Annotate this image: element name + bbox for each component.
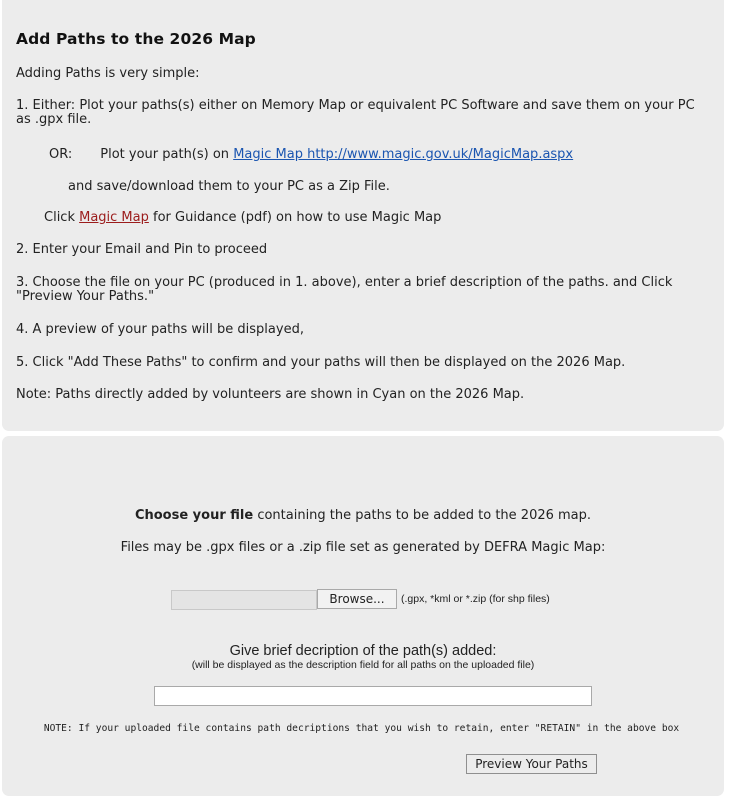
step-2-text: 2. Enter your Email and Pin to proceed [16,242,268,257]
instructions-panel [2,0,724,431]
upload-panel [2,436,724,796]
step-1-text: 1. Either: Plot your paths(s) either on Memory Map or equivalent PC Software and save them on your PC as .gpx file. [16,98,695,127]
click-suffix: for Guidance (pdf) on how to use Magic Map [148,210,442,225]
note-text: Note: Paths directly added by volunteers are shown in Cyan on the 2026 Map. [16,387,525,402]
or-label: OR: [49,147,73,162]
description-subtext: (will be displayed as the description field for all paths on the uploaded file) [191,659,535,671]
page-title: Add Paths to the 2026 Map [16,30,256,48]
guidance-pdf-link[interactable]: Magic Map [79,210,149,225]
preview-paths-button[interactable]: Preview Your Paths [466,754,597,774]
file-types-text: Files may be .gpx files or a .zip file set as generated by DEFRA Magic Map: [120,540,606,555]
step-4-text: 4. A preview of your paths will be displayed, [16,322,304,337]
file-type-hint: (.gpx, *kml or *.zip (for shp files) [401,593,550,605]
or-row [49,148,706,162]
save-download-text: and save/download them to your PC as a Zip File. [68,179,390,194]
description-heading: Give brief decription of the path(s) added: [229,643,497,659]
guidance-row [44,211,706,225]
choose-file-text [2,508,724,523]
browse-button[interactable]: Browse... [317,589,397,609]
intro-text: Adding Paths is very simple: [16,66,200,81]
click-prefix: Click [44,210,80,225]
file-path-field[interactable] [171,590,317,610]
retain-note: NOTE: If your uploaded file contains path decriptions that you wish to retain, enter "RETAIN" in the above box [43,723,680,734]
magic-map-link[interactable]: Magic Map http://www.magic.gov.uk/MagicMap.aspx [233,147,574,162]
choose-file-bold: Choose your file [134,508,254,523]
step-5-text: 5. Click "Add These Paths" to confirm and your paths will then be displayed on the 2026 Map. [16,355,626,370]
step-3-text: 3. Choose the file on your PC (produced in 1. above), enter a brief description of the paths. and Click "Preview Your Paths." [16,275,673,304]
choose-file-rest: containing the paths to be added to the 2026 map. [253,508,592,523]
or-text: Plot your path(s) on [100,147,234,162]
description-input[interactable] [154,686,592,706]
